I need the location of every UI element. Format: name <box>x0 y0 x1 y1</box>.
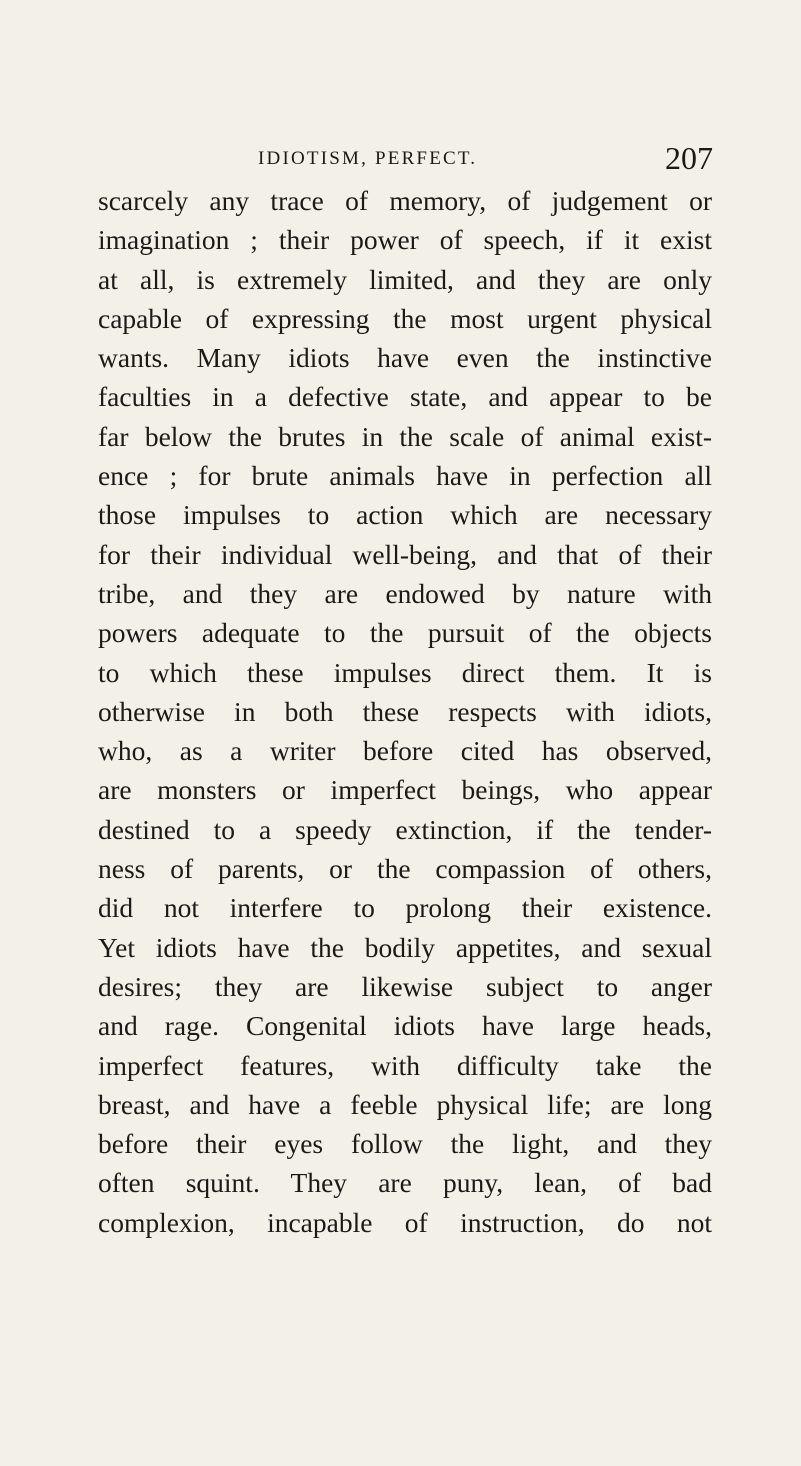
running-title: IDIOTISM, PERFECT. <box>258 148 478 169</box>
text-line: who, as a writer before cited has observed, <box>98 735 712 767</box>
text-line: ence ; for brute animals have in perfection all <box>98 460 712 492</box>
page-number: 207 <box>665 140 713 176</box>
text-line: before their eyes follow the light, and they <box>98 1128 712 1160</box>
text-line: breast, and have a feeble physical life; are long <box>98 1088 712 1120</box>
text-line: otherwise in both these respects with idiots, <box>98 695 712 727</box>
text-line: far below the brutes in the scale of animal exist- <box>98 420 712 452</box>
text-line: tribe, and they are endowed by nature with <box>98 577 712 609</box>
text-line: for their individual well-being, and that of their <box>98 538 712 570</box>
text-line: often squint. They are puny, lean, of bad <box>98 1167 712 1199</box>
text-line: scarcely any trace of memory, of judgement or <box>98 185 712 216</box>
text-line: complexion, incapable of instruction, do not <box>98 1206 712 1238</box>
text-line: destined to a speedy extinction, if the tender- <box>98 813 712 845</box>
text-line: to which these impulses direct them. It is <box>98 656 712 688</box>
text-line: powers adequate to the pursuit of the objects <box>98 617 712 649</box>
text-line: faculties in a defective state, and appear to be <box>98 381 712 413</box>
text-line: capable of expressing the most urgent physical <box>98 302 712 334</box>
text-line: did not interfere to prolong their existence. <box>98 892 712 924</box>
text-line: at all, is extremely limited, and they are only <box>98 263 712 295</box>
text-line: ness of parents, or the compassion of others, <box>98 853 712 885</box>
text-line: wants. Many idiots have even the instinctive <box>98 342 712 374</box>
body-text <box>98 181 712 1242</box>
text-line: imperfect features, with difficulty take the <box>98 1049 712 1081</box>
text-line: and rage. Congenital idiots have large heads, <box>98 1010 712 1042</box>
text-line: desires; they are likewise subject to anger <box>98 970 712 1002</box>
running-head <box>258 140 713 176</box>
text-line: are monsters or imperfect beings, who appear <box>98 774 712 806</box>
text-line: imagination ; their power of speech, if it exist <box>98 224 712 256</box>
text-line: Yet idiots have the bodily appetites, and sexual <box>98 931 712 963</box>
text-line: those impulses to action which are necessary <box>98 499 712 531</box>
